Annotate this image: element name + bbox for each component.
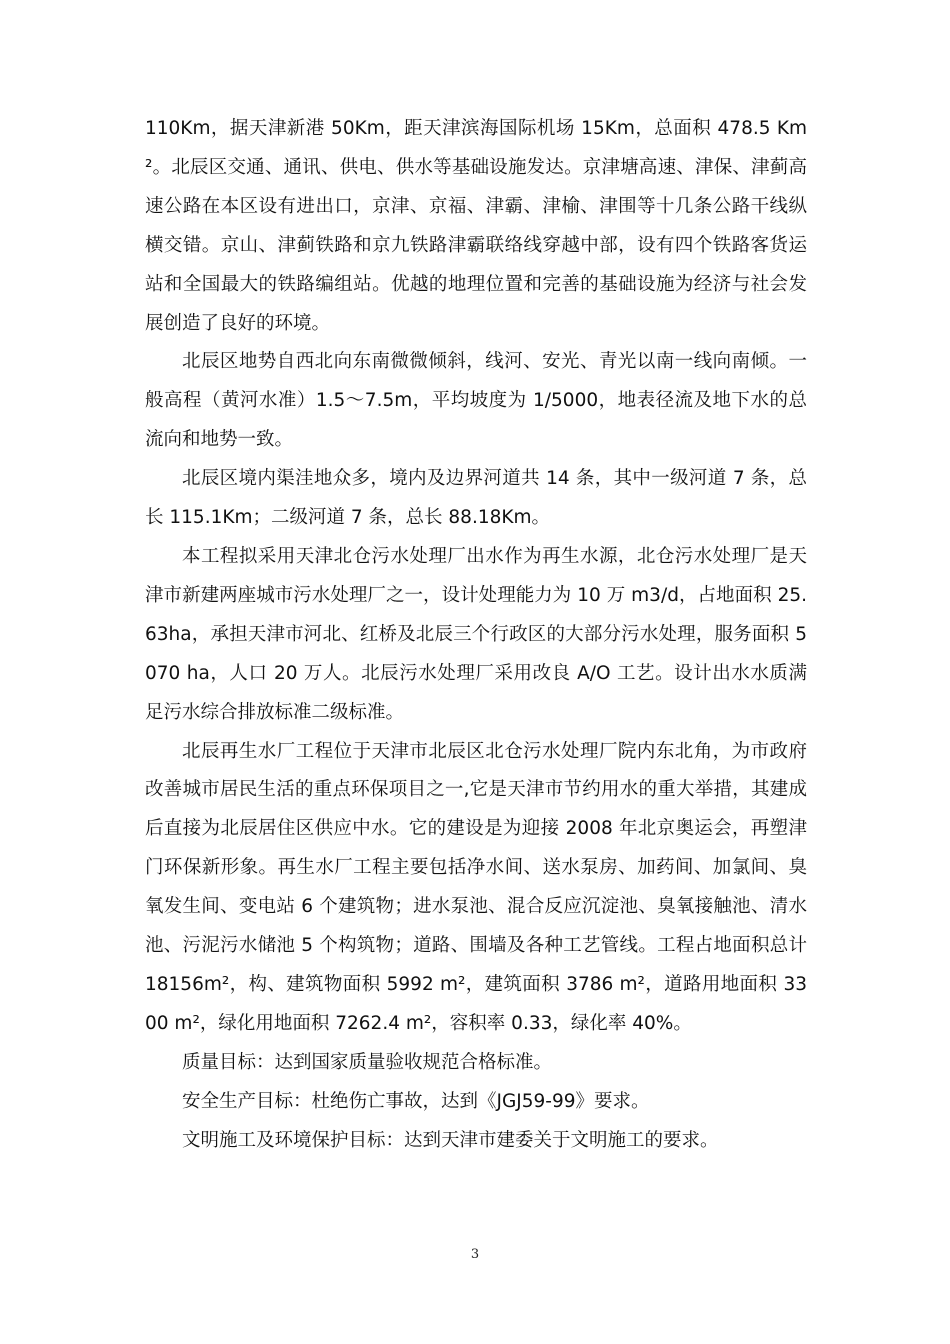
paragraph-water-source: 本工程拟采用天津北仓污水处理厂出水作为再生水源，北仓污水处理厂是天津市新建两座城市污水处理厂之一，设计处理能力为 10 万 m3/d，占地面积 25.63ha，承担天津市河北、红桥及北辰三个行政区的大部分污水处理，服务面积 5070 ha，人口 20 万人。北辰污水处理厂采用改良 A/O 工艺。设计出水水质满足污水综合排放标准二级标准。: [145, 545, 807, 723]
paragraph-rivers: 北辰区境内渠洼地众多，境内及边界河道共 14 条，其中一级河道 7 条，总长 115.1Km；二级河道 7 条，总长 88.18Km。: [145, 468, 807, 529]
paragraph-environment-goal: 文明施工及环境保护目标：达到天津市建委关于文明施工的要求。: [182, 1129, 719, 1151]
paragraph-terrain: 北辰区地势自西北向东南微微倾斜，线河、安光、青光以南一线向南倾。一般高程（黄河水准）1.5～7.5m，平均坡度为 1/5000，地表径流及地下水的总流向和地势一致。: [145, 351, 807, 451]
paragraph-quality-goal: 质量目标：达到国家质量验收规范合格标准。: [182, 1051, 553, 1073]
page-number: 3: [470, 1247, 480, 1262]
paragraph-safety-goal: 安全生产目标：杜绝伤亡事故，达到《JGJ59-99》要求。: [182, 1090, 650, 1112]
document-body: [145, 110, 807, 1160]
paragraph-project-overview: 北辰再生水厂工程位于天津市北辰区北仓污水处理厂院内东北角，为市政府改善城市居民生活的重点环保项目之一,它是天津市节约用水的重大举措，其建成后直接为北辰居住区供应中水。它的建设是为迎接 2008 年北京奥运会，再塑津门环保新形象。再生水厂工程主要包括净水间、送水泵房、加药间、加氯间、臭氧发生间、变电站 6 个建筑物；进水泵池、混合反应沉淀池、臭氧接触池、清水池、污泥污水储池 5 个构筑物；道路、围墙及各种工艺管线。工程占地面积总计 18156m²，构、建筑物面积 5992 m²，建筑面积 3786 m²，道路用地面积 3300 m²，绿化用地面积 7262.4 m²，容积率 0.33，绿化率 40%。: [145, 740, 807, 1034]
paragraph-location-transport: 110Km，据天津新港 50Km，距天津滨海国际机场 15Km，总面积 478.5 Km²。北辰区交通、通讯、供电、供水等基础设施发达。京津塘高速、津保、津蓟高速公路在本区设有进出口，京津、京福、津霸、津榆、津围等十几条公路干线纵横交错。京山、津蓟铁路和京九铁路津霸联络线穿越中部，设有四个铁路客货运站和全国最大的铁路编组站。优越的地理位置和完善的基础设施为经济与社会发展创造了良好的环境。: [145, 118, 807, 334]
